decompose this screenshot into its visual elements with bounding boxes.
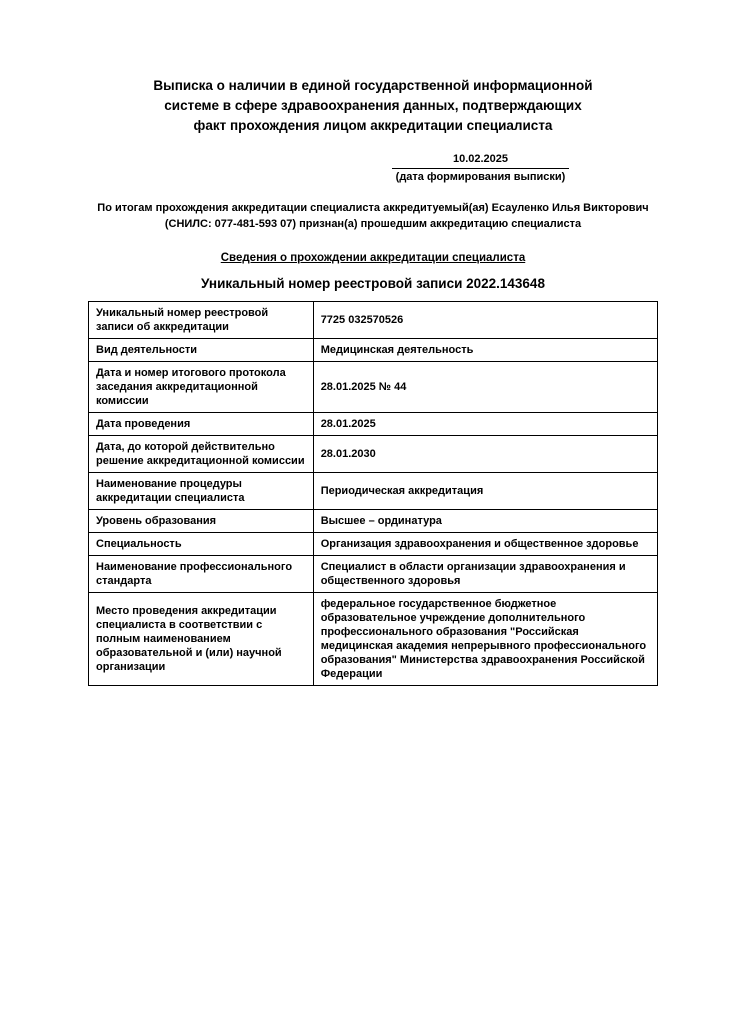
- row-label: Дата и номер итогового протокола заседания аккредитационной комиссии: [89, 362, 314, 413]
- row-label: Наименование процедуры аккредитации специалиста: [89, 473, 314, 510]
- row-value: федеральное государственное бюджетное образовательное учреждение дополнительного профессионального образования "Российская медицинская академия непрерывного профессионального образования" Министерства здравоохранения Российской Федерации: [313, 593, 657, 686]
- intro-paragraph: По итогам прохождения аккредитации специалиста аккредитуемый(ая) Есауленко Илья Викторович (СНИЛС: 077-481-593 07) признан(а) прошедшим аккредитацию специалиста: [97, 202, 649, 230]
- row-label: Уровень образования: [89, 510, 314, 533]
- row-value: 28.01.2030: [313, 436, 657, 473]
- table-row: [89, 362, 658, 413]
- accreditation-table: [88, 301, 658, 686]
- row-value: Организация здравоохранения и общественное здоровье: [313, 533, 657, 556]
- row-value: 7725 032570526: [313, 302, 657, 339]
- row-label: Вид деятельности: [89, 339, 314, 362]
- row-label: Дата проведения: [89, 413, 314, 436]
- date-block: [392, 153, 569, 184]
- table-row: [89, 510, 658, 533]
- table-row: [89, 302, 658, 339]
- table-row: [89, 413, 658, 436]
- row-label: Уникальный номер реестровой записи об аккредитации: [89, 302, 314, 339]
- document-title: Выписка о наличии в единой государственной информационной системе в сфере здравоохранения данных, подтверждающих факт прохождения лицом аккредитации специалиста: [153, 78, 593, 133]
- row-value: Специалист в области организации здравоохранения и общественного здоровья: [313, 556, 657, 593]
- registry-number-heading: Уникальный номер реестровой записи 2022.143648: [201, 276, 545, 291]
- extract-date-caption: (дата формирования выписки): [395, 171, 566, 183]
- table-row: [89, 593, 658, 686]
- row-label: Место проведения аккредитации специалиста в соответствии с полным наименованием образовательной и (или) научной организации: [89, 593, 314, 686]
- table-row: [89, 436, 658, 473]
- table-row: [89, 339, 658, 362]
- row-value: 28.01.2025: [313, 413, 657, 436]
- row-label: Специальность: [89, 533, 314, 556]
- row-value: Высшее – ординатура: [313, 510, 657, 533]
- row-value: 28.01.2025 № 44: [313, 362, 657, 413]
- row-value: Медицинская деятельность: [313, 339, 657, 362]
- table-row: [89, 533, 658, 556]
- table-row: [89, 473, 658, 510]
- section-heading: Сведения о прохождении аккредитации специалиста: [220, 252, 526, 264]
- row-value: Периодическая аккредитация: [313, 473, 657, 510]
- table-row: [89, 556, 658, 593]
- extract-date: 10.02.2025: [392, 153, 569, 169]
- row-label: Дата, до которой действительно решение аккредитационной комиссии: [89, 436, 314, 473]
- row-label: Наименование профессионального стандарта: [89, 556, 314, 593]
